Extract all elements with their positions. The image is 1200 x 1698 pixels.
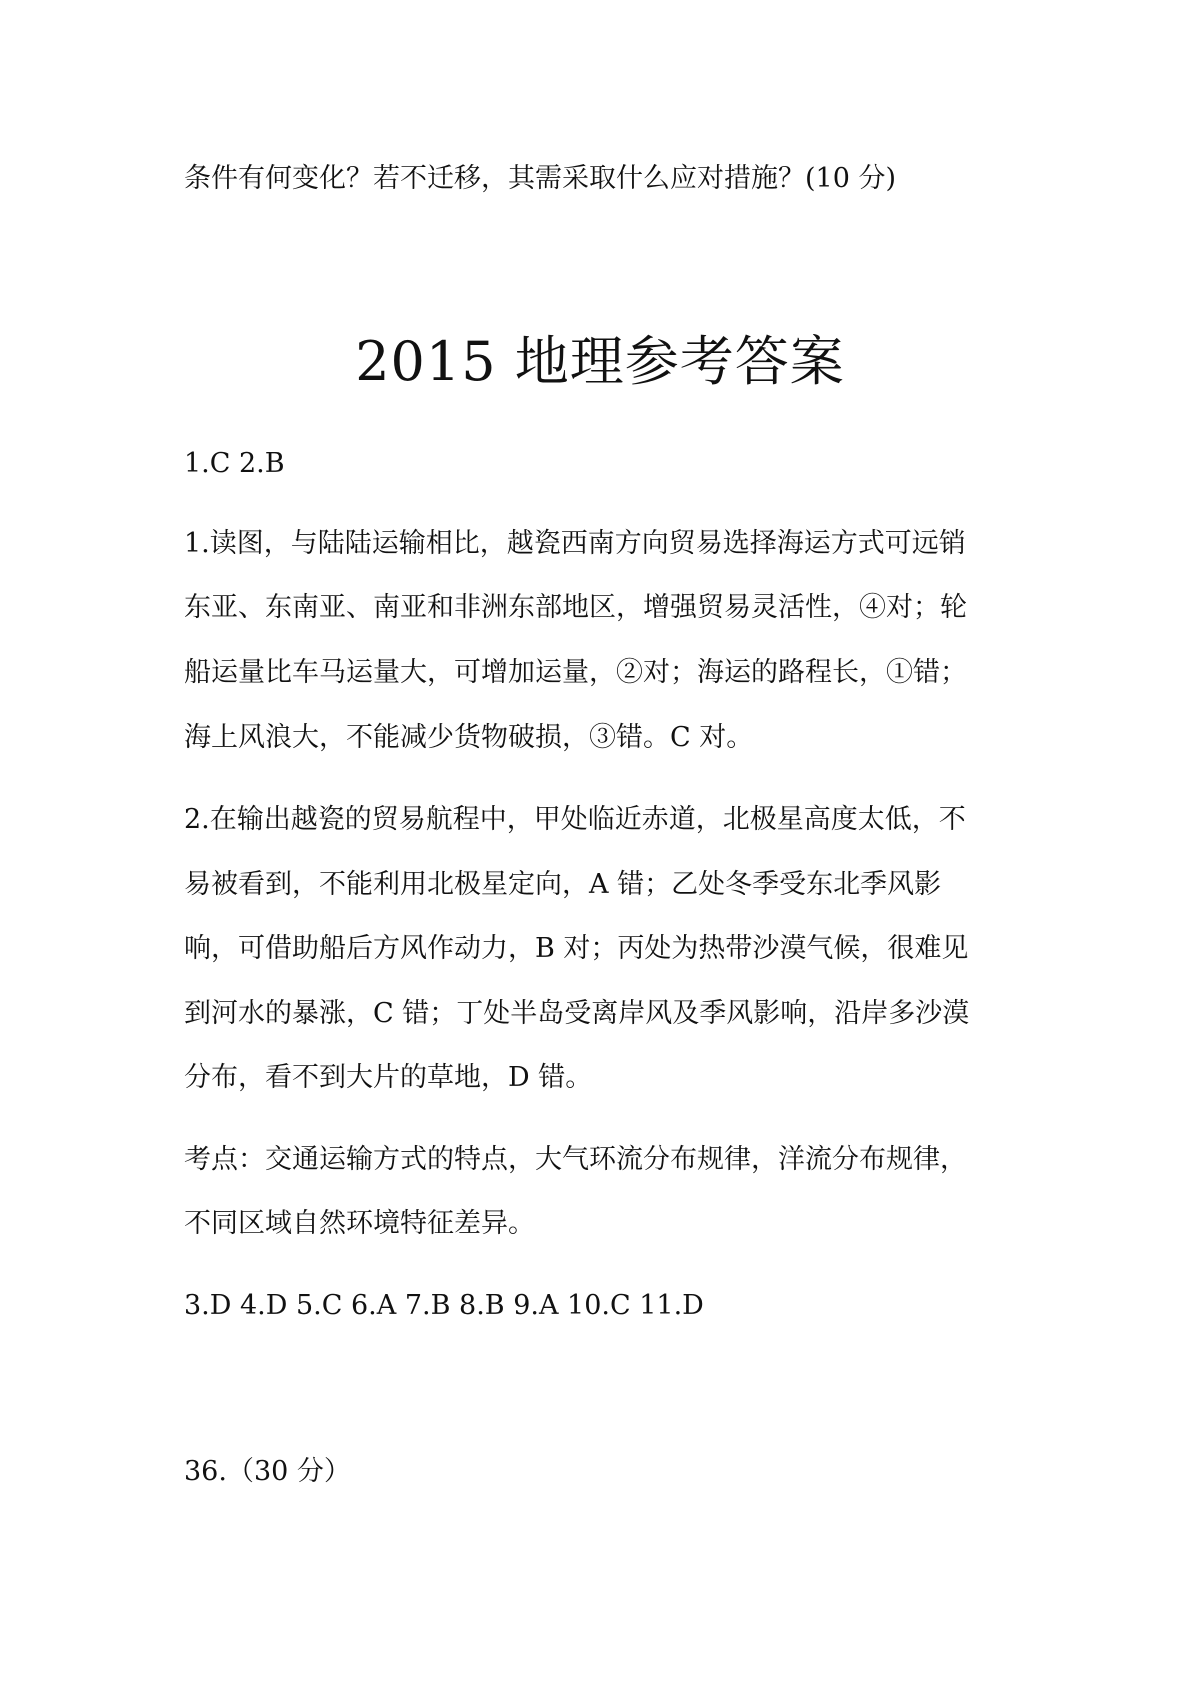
explanation-2-line: 到河水的暴涨，C 错；丁处半岛受离岸风及季风影响，沿岸多沙漠 (184, 998, 970, 1029)
explanation-1-line: 东亚、东南亚、南亚和非洲东部地区，增强贸易灵活性，④对；轮 (184, 592, 967, 623)
explanation-2-line: 易被看到，不能利用北极星定向，A 错；乙处冬季受东北季风影 (184, 869, 942, 900)
answers-1-2: 1.C 2.B (184, 448, 285, 479)
explanation-1-line: 1.读图，与陆陆运输相比，越瓷西南方向贸易选择海运方式可远销 (184, 528, 966, 559)
key-points-line: 不同区域自然环境特征差异。 (184, 1208, 535, 1239)
key-points-line: 考点：交通运输方式的特点，大气环流分布规律，洋流分布规律， (184, 1144, 967, 1175)
page-title: 2015 地理参考答案 (355, 330, 845, 393)
explanation-2-line: 分布，看不到大片的草地，D 错。 (184, 1062, 593, 1093)
explanation-1-line: 海上风浪大，不能减少货物破损，③错。C 对。 (184, 722, 754, 753)
previous-question-tail: 条件有何变化？若不迁移，其需采取什么应对措施？(10 分) (184, 163, 897, 194)
answers-3-11: 3.D 4.D 5.C 6.A 7.B 8.B 9.A 10.C 11.D (184, 1290, 704, 1321)
explanation-2-line: 2.在输出越瓷的贸易航程中，甲处临近赤道，北极星高度太低，不 (184, 804, 966, 835)
explanation-2-line: 响，可借助船后方风作动力，B 对；丙处为热带沙漠气候，很难见 (184, 933, 969, 964)
explanation-1-line: 船运量比车马运量大，可增加运量，②对；海运的路程长，①错； (184, 657, 967, 688)
question-36-header: 36.（30 分） (184, 1456, 351, 1487)
